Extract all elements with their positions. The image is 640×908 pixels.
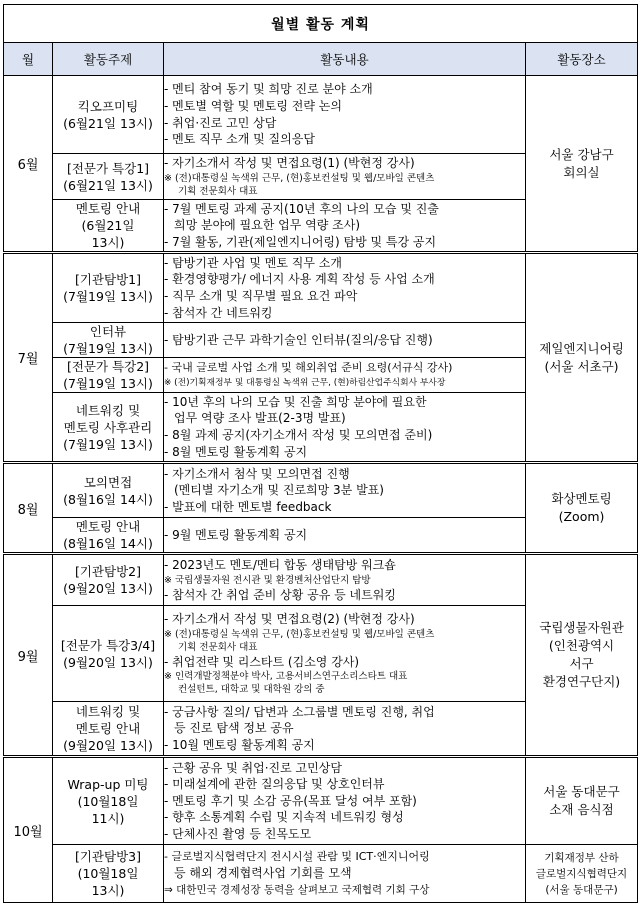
content-cell: - 근황 공유 및 취업·진로 고민상담 - 미래설계에 관한 질의응답 및 상호인터뷰 - 멘토링 후기 및 소감 공유(목표 달성 여부 포함) - 향후 소통계획 수립 및 지속적 네트워킹 형성 - 단체사진 촬영 등 친목도모 [164, 757, 526, 845]
content-cell: - 탐방기관 근무 과학기술인 인터뷰(질의/응답 진행) [164, 323, 526, 358]
table-row [4, 757, 638, 845]
topic-cell: 멘토링 안내 (6월21일 13시) [53, 200, 164, 253]
month-cell: 9월 [4, 554, 53, 757]
topic-cell: 네트워킹 및 멘토링 사후관리 (7월19일 13시) [53, 393, 164, 463]
topic-cell: [전문가 특강3/4] (9월20일 13시) [53, 606, 164, 702]
content-cell: - 글로벌지식협력단지 전시시설 관람 및 ICT·엔지니어링 등 해외 경제협력사업 기회를 모색 ⇒ 대한민국 경제성장 동력을 살펴보고 국제협력 기회 구상 [164, 845, 526, 903]
content-cell: - 2023년도 멘토/멘티 합동 생태탐방 워크숍 ※ 국립생물자원 전시관 및 환경벤처산업단지 탐방 - 참석자 간 취업 준비 상황 공유 등 네트워킹 [164, 554, 526, 606]
topic-cell: [기관탐방3] (10월18일 13시) [53, 845, 164, 903]
table-row [4, 554, 638, 606]
place-cell: 제일엔지니어링 (서울 서초구) [526, 253, 638, 463]
month-cell: 7월 [4, 253, 53, 463]
place-cell: 기획재정부 산하 글로벌지식협력단지 (서울 동대문구) [526, 845, 638, 903]
content-cell: - 자기소개서 첨삭 및 모의면접 진행 (멘티별 자기소개 및 진로희망 3분 발표) - 발표에 대한 멘토별 feedback [164, 463, 526, 518]
content-cell: - 탐방기관 사업 및 멘토 직무 소개 - 환경영향평가/ 에너지 사용 계획 작성 등 사업 소개 - 직무 소개 및 직무별 필요 요건 파악 - 참석자 간 네트워킹 [164, 253, 526, 323]
content-cell: - 자기소개서 작성 및 면접요령(1) (박현정 강사) ※ (전)대통령실 녹색위 근무, (현)홍보컨설팅 및 웹/모바일 콘텐츠 기획 전문회사 대표 [164, 154, 526, 200]
topic-cell: 모의면접 (8월16일 14시) [53, 463, 164, 518]
table-row [4, 463, 638, 518]
month-cell: 6월 [4, 76, 53, 253]
content-cell: - 국내 글로벌 사업 소개 및 해외취업 준비 요령(서규식 강사) ※ (전)기획재정부 및 대통령실 녹색위 근무, (현)하림산업주식회사 부사장 [164, 358, 526, 393]
content-cell: - 7월 멘토링 과제 공지(10년 후의 나의 모습 및 진출 희망 분야에 필요한 업무 역량 조사) - 7월 활동, 기관(제일엔지니어링) 탐방 및 특강 공지 [164, 200, 526, 253]
place-cell: 국립생물자원관 (인천광역시 서구 환경연구단지) [526, 554, 638, 757]
place-cell: 서울 강남구 회의실 [526, 76, 638, 253]
table-row [4, 253, 638, 323]
topic-cell: [전문가 특강1] (6월21일 13시) [53, 154, 164, 200]
topic-cell: Wrap-up 미팅 (10월18일 11시) [53, 757, 164, 845]
table-title: 월별 활동 계획 [4, 5, 638, 43]
topic-cell: 네트워킹 및 멘토링 안내 (9월20일 13시) [53, 702, 164, 757]
content-cell: - 궁금사항 질의/ 답변과 소그룹별 멘토링 진행, 취업 등 진로 탐색 정보 공유 - 10월 멘토링 활동계획 공지 [164, 702, 526, 757]
place-cell: 서울 동대문구 소재 음식점 [526, 757, 638, 845]
topic-cell: 킥오프미팅 (6월21일 13시) [53, 76, 164, 154]
topic-cell: [기관탐방1] (7월19일 13시) [53, 253, 164, 323]
topic-cell: [전문가 특강2] (7월19일 13시) [53, 358, 164, 393]
topic-cell: [기관탐방2] (9월20일 13시) [53, 554, 164, 606]
month-cell: 10월 [4, 757, 53, 903]
table-row [4, 845, 638, 903]
activity-plan-table [3, 4, 638, 903]
topic-cell: 인터뷰 (7월19일 13시) [53, 323, 164, 358]
content-cell: - 자기소개서 작성 및 면접요령(2) (박현정 강사) ※ (전)대통령실 녹색위 근무, (현)홍보컨설팅 및 웹/모바일 콘텐츠 기획 전문회사 대표 - 취업전략 및 리스타트 (김소영 강사) ※ 인력개발정책분야 박사, 고용서비스연구소리스타트 대표 컨설턴트, 대학교 및 대학원 강의 중 [164, 606, 526, 702]
header-place: 활동장소 [526, 43, 638, 76]
content-cell: - 멘티 참여 동기 및 희망 진로 분야 소개 - 멘토별 역할 및 멘토링 전략 논의 - 취업·진로 고민 상담 - 멘토 직무 소개 및 질의응답 [164, 76, 526, 154]
table-row [4, 76, 638, 154]
content-cell: - 9월 멘토링 활동계획 공지 [164, 518, 526, 554]
place-cell: 화상멘토링 (Zoom) [526, 463, 638, 554]
month-cell: 8월 [4, 463, 53, 554]
header-content: 활동내용 [164, 43, 526, 76]
topic-cell: 멘토링 안내 (8월16일 14시) [53, 518, 164, 554]
header-month: 월 [4, 43, 53, 76]
content-cell: - 10년 후의 나의 모습 및 진출 희망 분야에 필요한 업무 역량 조사 발표(2-3명 발표) - 8월 과제 공지(자기소개서 작성 및 모의면접 준비) - 8월 멘토링 활동계획 공지 [164, 393, 526, 463]
header-topic: 활동주제 [53, 43, 164, 76]
